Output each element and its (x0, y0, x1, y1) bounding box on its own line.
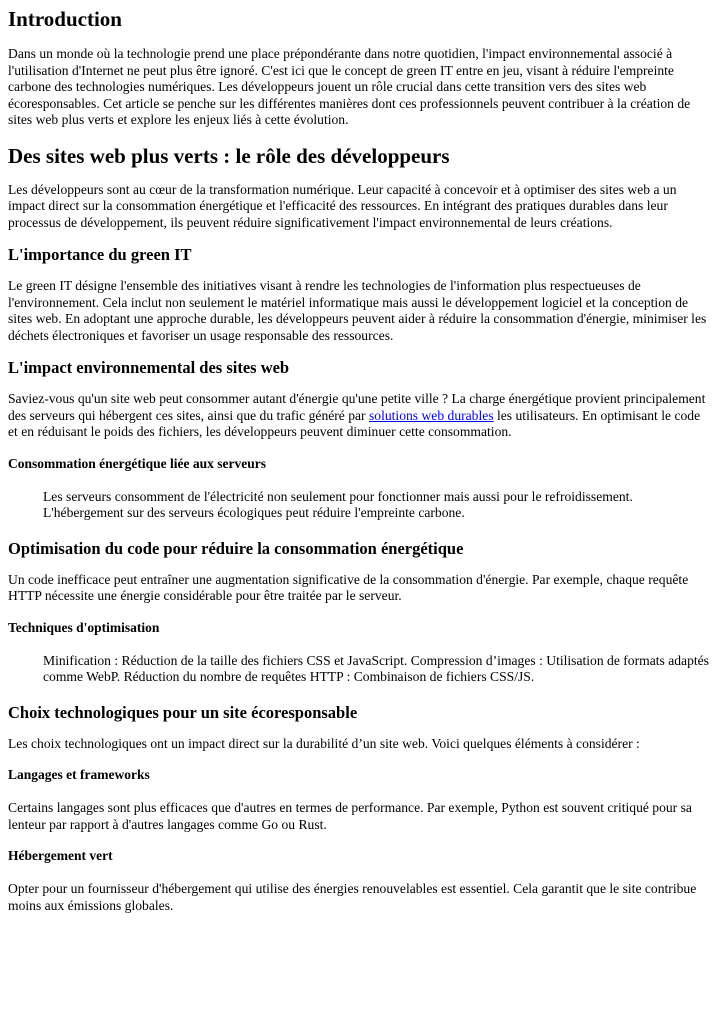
solutions-web-durables-link[interactable]: solutions web durables (368, 407, 494, 423)
green-it-paragraph: Le green IT désigne l'ensemble des initiatives visant à rendre les technologies de l'information plus respectueuses de l'environnement. Cela inclut non seulement le matériel informatique mais aussi le développement logiciel et la conception de sites web. En adoptant une approche durable, les développeurs peuvent aider à réduire la consommation d'énergie, minimiser les déchets électroniques et favoriser un usage responsable des ressources. (8, 278, 707, 343)
section-heading-role: Des sites web plus verts : le rôle des développeurs (8, 143, 450, 168)
section-heading-hosting: Hébergement vert (8, 848, 113, 863)
section-heading-languages: Langages et frameworks (8, 767, 150, 782)
languages-paragraph: Certains langages sont plus efficaces que d'autres en termes de performance. Par exemple, Python est souvent critiqué pour sa lenteur par rapport à d'autres langages comme Go ou Rust. (8, 800, 692, 832)
code-optimization-paragraph: Un code inefficace peut entraîner une augmentation significative de la consommation d'énergie. Par exemple, chaque requête HTTP nécessite une énergie considérable pour être traitée par le serveur. (8, 571, 689, 603)
intro-paragraph: Dans un monde où la technologie prend une place prépondérante dans notre quotidien, l'impact environnemental associé à l'utilisation d'Internet ne peut plus être ignoré. C'est ici que le concept de green IT entre en jeu, visant à réduire l'empreinte carbone des technologies numériques. Les développeurs jouent un rôle crucial dans cette transition vers des sites web écoresponsables. Cet article se penche sur les différentes manières dont ces professionnels peuvent contribuer à la création de sites web plus verts et explore les enjeux liés à cette évolution. (8, 46, 691, 127)
impact-text-before-link: Saviez-vous qu'un site web peut consommer autant d'énergie qu'une petite ville ? La charge énergétique provient principalement des serveurs qui hébergent ces sites, ainsi que du trafic généré par (8, 391, 706, 423)
section-heading-techniques: Techniques d'optimisation (8, 619, 160, 635)
tech-choices-paragraph: Les choix technologiques ont un impact direct sur la durabilité d’un site web. Voici quelques éléments à considérer : (8, 735, 640, 751)
role-paragraph: Les développeurs sont au cœur de la transformation numérique. Leur capacité à concevoir et à optimiser des sites web a un impact direct sur la consommation énergétique et l'efficacité des ressources. En intégrant des pratiques durables dans leur processus de développement, ils peuvent réduire significativement l'impact environnemental de leurs créations. (8, 181, 677, 230)
section-heading-code-optimization: Optimisation du code pour réduire la consommation énergétique (8, 538, 464, 558)
section-heading-servers: Consommation énergétique liée aux serveurs (8, 455, 266, 471)
section-heading-impact: L'impact environnemental des sites web (8, 358, 290, 377)
hosting-paragraph: Opter pour un fournisseur d'hébergement qui utilise des énergies renouvelables est essentiel. Cela garantit que le site contribue moins aux émissions globales. (8, 881, 697, 913)
impact-paragraph (8, 391, 712, 441)
section-heading-tech-choices: Choix technologiques pour un site écoresponsable (8, 702, 358, 722)
servers-quote: Les serveurs consomment de l'électricité non seulement pour fonctionner mais aussi pour le refroidissement. L'hébergement sur des serveurs écologiques peut réduire l'empreinte carbone. (43, 488, 633, 520)
impact-text-after-link: les utilisateurs. En optimisant le code et en réduisant le poids des fichiers, les développeurs peuvent diminuer cette consommation. (8, 407, 701, 439)
section-heading-green-it: L'importance du green IT (8, 245, 192, 264)
techniques-quote: Minification : Réduction de la taille des fichiers CSS et JavaScript. Compression d’images : Utilisation de formats adaptés comme WebP. Réduction du nombre de requêtes HTTP : Combinaison de fichiers CSS/JS. (43, 652, 709, 684)
article (0, 6, 720, 914)
section-heading-introduction: Introduction (8, 7, 122, 31)
